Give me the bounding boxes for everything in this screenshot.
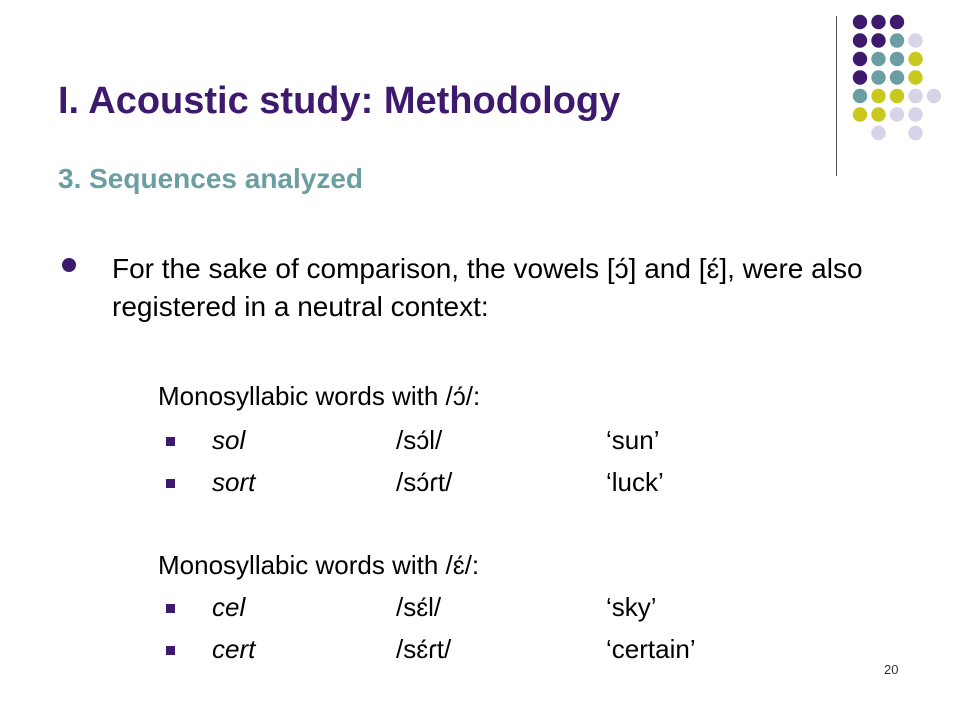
slide-subtitle: 3. Sequences analyzed <box>58 163 364 194</box>
decorative-dot <box>871 70 885 84</box>
decorative-dot <box>853 70 867 84</box>
decorative-dot <box>908 107 922 121</box>
decorative-dot <box>908 89 922 103</box>
bullet-dot <box>62 258 76 272</box>
gloss: ‘sun’ <box>606 425 660 455</box>
ipa-transcription: /sɔ́ɾt/ <box>396 467 453 497</box>
decorative-dot <box>871 89 885 103</box>
decorative-dot <box>853 33 867 47</box>
decorative-dot <box>908 126 922 140</box>
slide-title: I. Acoustic study: Methodology <box>58 80 621 122</box>
decorative-dot <box>871 15 885 29</box>
group-heading-open-e: Monosyllabic words with /ɛ́/: <box>158 550 480 580</box>
square-bullet <box>166 437 175 446</box>
ipa-transcription: /sɛ́ɾt/ <box>396 634 452 664</box>
page-number: 20 <box>884 662 899 677</box>
decorative-dot <box>853 107 867 121</box>
decorative-dot <box>853 89 867 103</box>
decorative-dot <box>908 52 922 66</box>
decorative-dot <box>890 70 904 84</box>
word: sol <box>212 425 246 455</box>
gloss: ‘sky’ <box>606 592 657 622</box>
square-bullet <box>166 604 175 613</box>
decorative-dot <box>890 33 904 47</box>
ipa-transcription: /sɔ́l/ <box>396 425 443 455</box>
decorative-dot <box>927 89 941 103</box>
word: cert <box>212 634 256 664</box>
decorative-dot <box>890 52 904 66</box>
word-row <box>0 425 960 459</box>
decorative-dot <box>890 15 904 29</box>
word: sort <box>212 467 256 497</box>
decorative-dot <box>871 52 885 66</box>
square-bullet <box>166 479 175 488</box>
bullet-text: For the sake of comparison, the vowels [ɔ́] and [ɛ́], were also registered in a neutral context: <box>112 253 863 322</box>
group-heading-open-o: Monosyllabic words with /ɔ́/: <box>158 381 481 411</box>
decorative-dot <box>853 15 867 29</box>
decorative-dot <box>908 33 922 47</box>
decorative-dot <box>871 126 885 140</box>
decorative-dot <box>908 70 922 84</box>
decorative-dot <box>871 33 885 47</box>
word-row <box>0 467 960 501</box>
word-row <box>0 592 960 626</box>
ipa-transcription: /sɛ́l/ <box>396 592 442 622</box>
gloss: ‘certain’ <box>606 634 696 664</box>
square-bullet <box>166 646 175 655</box>
decorative-dot <box>871 107 885 121</box>
decorative-dot <box>890 107 904 121</box>
decorative-dot <box>853 52 867 66</box>
gloss: ‘luck’ <box>606 467 664 497</box>
decorative-dot <box>890 89 904 103</box>
word: cel <box>212 592 246 622</box>
vertical-divider <box>836 16 837 176</box>
word-row <box>0 634 960 668</box>
